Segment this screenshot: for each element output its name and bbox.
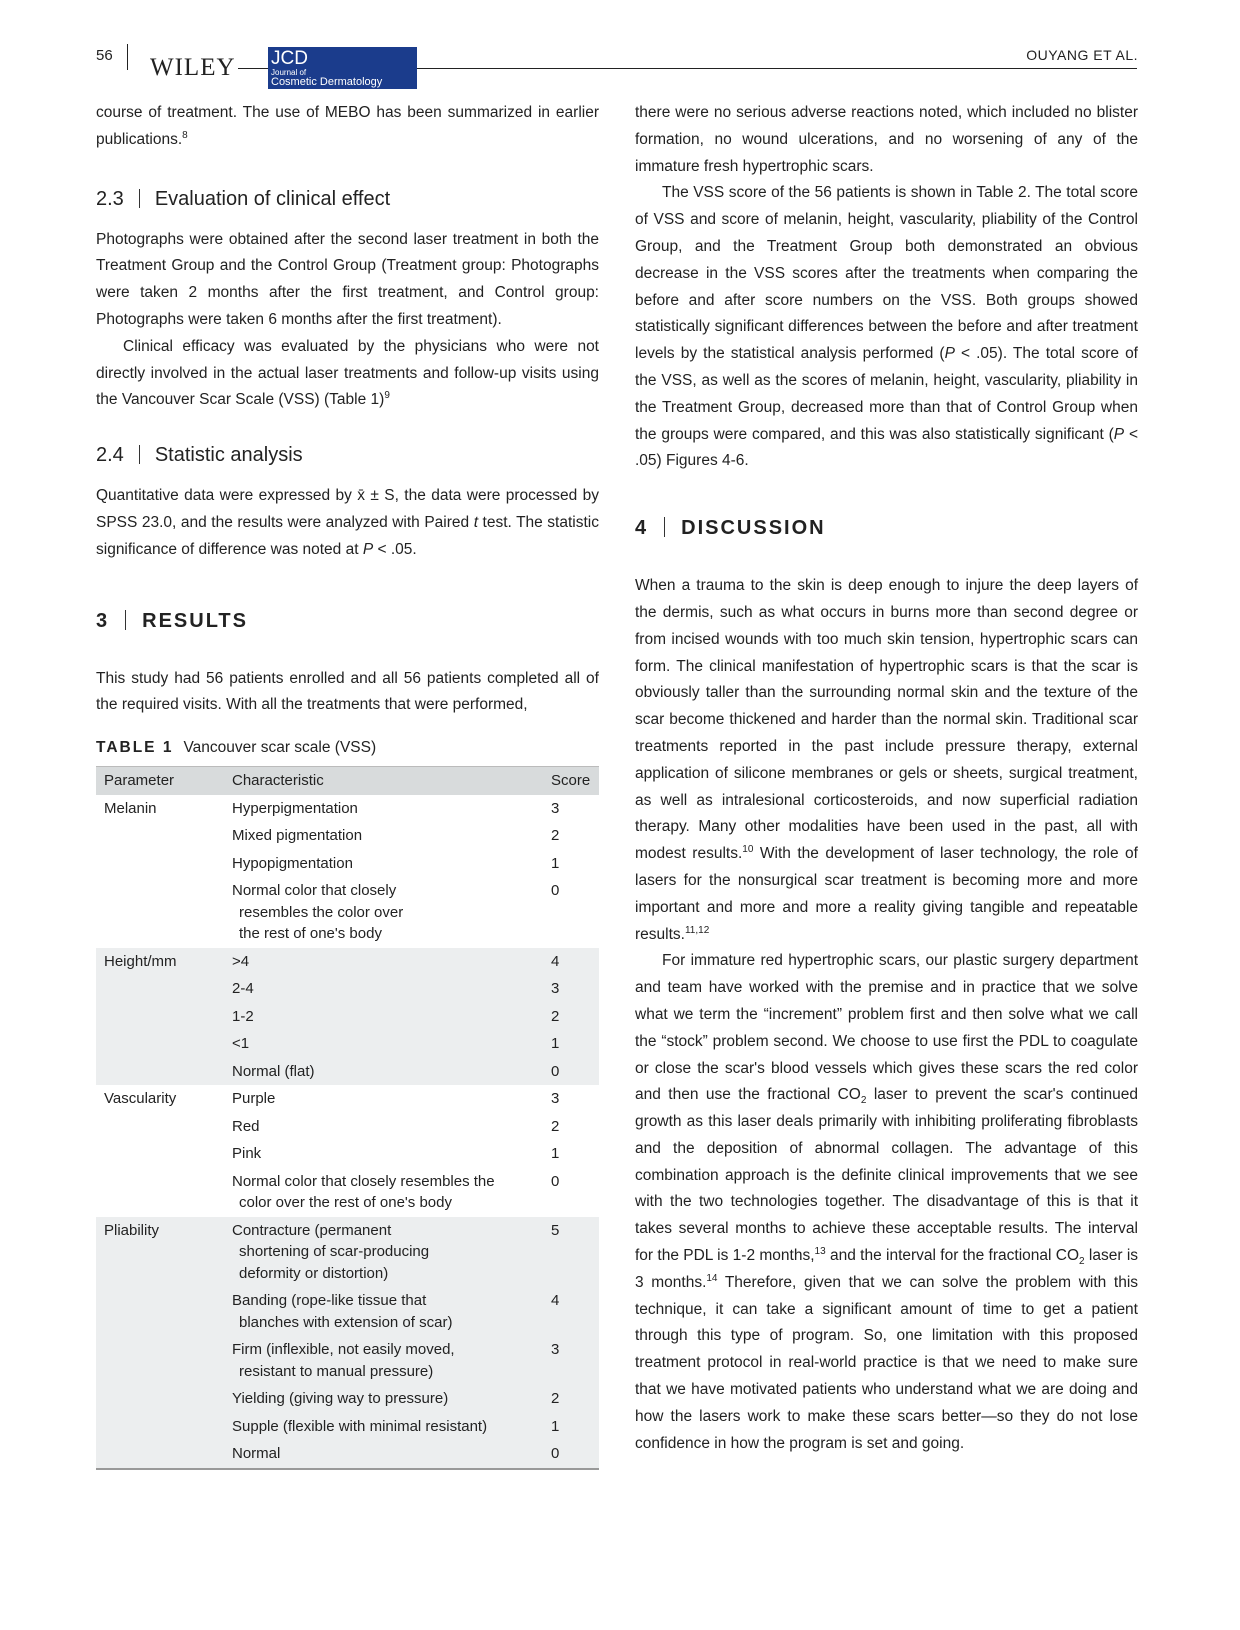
table-row bbox=[96, 1440, 599, 1469]
paragraph: Clinical efficacy was evaluated by the physicians who were not directly involved in the actual laser treatments and follow-up visits using the Vancouver Scar Scale (VSS) (Table 1)$^9$ bbox=[96, 337, 599, 409]
paragraph: For immature red hypertrophic scars, our plastic surgery department and team have worked with the premise and in practice that we solve what we term the “increment” problem first and then solve what we call the “stock” problem second. We choose to use first the PDL to coagulate or close the scar's blood vessels which gives these scars the red color and then use the fractional $CO_2$ laser to prevent the scar's continued growth as this laser deals primarily with inhibiting proliferating fibroblasts and the deposition of abnormal collagen. The advantage of this combination approach is the definite clinical improvements that we see with the two technologies together. The disadvantage of this is that it takes several months to achieve these acceptable results. The interval for the PDL is 1-2 months,$^{13}$ and the interval for the fractional $CO_2$ laser is 3 months.$^{14}$ Therefore, given that we can solve the problem with this technique, it can take a significant amount of time to get a patient through this type of program. So, one limitation with this proposed treatment protocol in real-world practice is that we need to make sure that we have motivated patients who understand what we are doing and how the lasers work to make these scars better—so they do not lose confidence in how the program is set and going. bbox=[635, 952, 1139, 1452]
parameter-cell bbox=[96, 1058, 224, 1086]
citation: 8 bbox=[182, 129, 188, 141]
characteristic-line: color over the rest of one's body bbox=[239, 1194, 452, 1212]
table-row bbox=[96, 822, 599, 850]
score-cell: 1 bbox=[549, 1030, 599, 1058]
table-row bbox=[96, 795, 599, 823]
characteristic-cell bbox=[224, 1113, 549, 1141]
score-cell: 3 bbox=[551, 1090, 560, 1108]
characteristic-line: Normal bbox=[232, 1445, 281, 1463]
parameter-cell: Melanin bbox=[104, 799, 157, 817]
header-divider bbox=[127, 44, 128, 70]
table-row bbox=[96, 1287, 599, 1336]
vss-table bbox=[96, 766, 599, 1470]
paragraph: there were no serious adverse reactions noted, which included no blister formation, no wound ulcerations, and no worsening of any of the immature fresh hypertrophic scars. bbox=[635, 104, 1138, 175]
table-row bbox=[96, 877, 599, 948]
parameter-cell bbox=[96, 1030, 224, 1058]
page-header bbox=[0, 0, 1240, 90]
characteristic-line: Hyperpigmentation bbox=[232, 799, 358, 817]
score-cell: 1 bbox=[551, 1145, 560, 1163]
table-row bbox=[96, 1413, 599, 1441]
paragraph: This study had 56 patients enrolled and all 56 patients completed all of the required visits. With all the treatments that were performed, bbox=[96, 669, 599, 714]
citation: 14 bbox=[706, 1272, 718, 1284]
parameter-cell bbox=[96, 850, 224, 878]
characteristic-line: blanches with extension of scar) bbox=[239, 1313, 453, 1331]
characteristic-line: shortening of scar-producing bbox=[239, 1243, 430, 1261]
score-cell: 0 bbox=[549, 1440, 599, 1469]
table-row bbox=[96, 1140, 599, 1168]
score-cell: 4 bbox=[549, 1287, 599, 1336]
score-cell: 1 bbox=[549, 1413, 599, 1441]
characteristic-line: 2-4 bbox=[232, 980, 254, 998]
characteristic-line: Normal color that closely resembles the bbox=[232, 1172, 495, 1190]
characteristic-line: Yielding (giving way to pressure) bbox=[232, 1390, 449, 1408]
left-column bbox=[96, 100, 599, 1470]
table-row bbox=[96, 1085, 599, 1113]
table-row bbox=[96, 1058, 599, 1086]
paragraph: The VSS score of the 56 patients is shown in Table 2. The total score of VSS and score of melanin, height, vascularity, pliability of the Control Group, and the Treatment Group both demonstrated an obvious decrease in the VSS scores after the treatments when comparing the before and after score numbers on the VSS. Both groups showed statistically significant differences between the before and after treatment levels by the statistical analysis performed (P < .05). The total score of the VSS, as well as the scores of melanin, height, vascularity, pliability in the Treatment Group, decreased more than that of Control Group when the groups were compared, and this was also statistically significant (P < .05) Figures 4-6. bbox=[635, 184, 1138, 470]
table-row bbox=[96, 1113, 599, 1141]
journal-name-line1: Journal of bbox=[271, 68, 307, 77]
characteristic-cell bbox=[224, 1217, 549, 1288]
characteristic-line: Purple bbox=[232, 1090, 276, 1108]
characteristic-line: Mixed pigmentation bbox=[232, 827, 363, 845]
parameter-cell bbox=[96, 877, 224, 948]
table-header-cell: Characteristic bbox=[224, 767, 549, 795]
characteristic-cell bbox=[224, 1287, 549, 1336]
table-row bbox=[96, 1168, 599, 1217]
characteristic-line: Pink bbox=[232, 1145, 262, 1163]
running-author: OUYANG ET AL. bbox=[1026, 47, 1138, 63]
parameter-cell bbox=[96, 1168, 224, 1217]
score-cell: 3 bbox=[549, 1336, 599, 1385]
parameter-cell: Pliability bbox=[96, 1217, 224, 1288]
score-cell: 0 bbox=[551, 1172, 560, 1190]
parameter-cell bbox=[96, 1287, 224, 1336]
characteristic-cell bbox=[224, 1030, 549, 1058]
parameter-cell bbox=[96, 1440, 224, 1469]
citation: 10 bbox=[742, 843, 754, 855]
journal-name-line2: Cosmetic Dermatology bbox=[271, 76, 383, 88]
score-cell: 5 bbox=[549, 1217, 599, 1288]
paragraph: course of treatment. The use of MEBO has been summarized in earlier publications.$^8$ bbox=[96, 104, 599, 148]
parameter-cell bbox=[96, 1385, 224, 1413]
characteristic-cell bbox=[224, 975, 549, 1003]
page-number: 56 bbox=[96, 47, 113, 64]
table-caption: TABLE 1 Vancouver scar scale (VSS) bbox=[96, 739, 377, 757]
characteristic-line: Banding (rope-like tissue that bbox=[232, 1292, 427, 1310]
characteristic-cell bbox=[224, 1168, 549, 1217]
citation: 13 bbox=[814, 1245, 826, 1257]
parameter-cell: Vascularity bbox=[104, 1090, 177, 1108]
characteristic-cell bbox=[224, 1003, 549, 1031]
section-heading: 2.3 Evaluation of clinical effect bbox=[96, 187, 391, 210]
paragraph: Photographs were obtained after the second laser treatment in both the Treatment Group and the Control Group (Treatment group: Photographs were taken 2 months after the first treatment, and Control group: Photographs were taken 6 months after the first treatment). bbox=[96, 230, 599, 328]
section-heading: 3 RESULTS bbox=[96, 609, 248, 632]
table-header-cell: Parameter bbox=[96, 767, 224, 795]
characteristic-line: Hypopigmentation bbox=[232, 854, 353, 872]
characteristic-line: Normal color that closely bbox=[232, 882, 397, 900]
parameter-cell bbox=[96, 1113, 224, 1141]
characteristic-line: deformity or distortion) bbox=[239, 1264, 389, 1282]
table-header-row bbox=[96, 767, 599, 795]
paragraph: Quantitative data were expressed by x̄ ± S, the data were processed by SPSS 23.0, and the results were analyzed with Paired t test. The statistic significance of difference was noted at P < .05. bbox=[96, 487, 600, 558]
characteristic-cell bbox=[224, 1336, 549, 1385]
characteristic-cell bbox=[224, 877, 549, 948]
characteristic-line: resistant to manual pressure) bbox=[239, 1362, 434, 1380]
table-row bbox=[96, 1336, 599, 1385]
citation: 11,12 bbox=[684, 924, 710, 936]
table-row bbox=[96, 1385, 599, 1413]
journal-logo bbox=[268, 47, 417, 89]
characteristic-line: <1 bbox=[232, 1035, 250, 1053]
characteristic-cell bbox=[224, 822, 549, 850]
parameter-cell bbox=[96, 1140, 224, 1168]
characteristic-line: Contracture (permanent bbox=[232, 1221, 392, 1239]
score-cell: 2 bbox=[551, 827, 560, 845]
parameter-cell: Height/mm bbox=[96, 948, 224, 976]
characteristic-line: Normal (flat) bbox=[232, 1062, 315, 1080]
score-cell: 2 bbox=[551, 1117, 560, 1135]
characteristic-cell bbox=[224, 1058, 549, 1086]
score-cell: 4 bbox=[549, 948, 599, 976]
score-cell: 2 bbox=[549, 1385, 599, 1413]
table-row bbox=[96, 1030, 599, 1058]
parameter-cell bbox=[96, 975, 224, 1003]
characteristic-cell bbox=[224, 850, 549, 878]
table-row bbox=[96, 1217, 599, 1288]
characteristic-cell bbox=[224, 1385, 549, 1413]
characteristic-cell bbox=[224, 1085, 549, 1113]
score-cell: 3 bbox=[549, 975, 599, 1003]
score-cell: 0 bbox=[551, 882, 560, 900]
table-row bbox=[96, 1003, 599, 1031]
parameter-cell bbox=[96, 1413, 224, 1441]
characteristic-cell bbox=[224, 1440, 549, 1469]
table-header-cell: Score bbox=[549, 767, 599, 795]
section-heading: 2.4 Statistic analysis bbox=[96, 444, 303, 467]
table-row bbox=[96, 948, 599, 976]
citation: 9 bbox=[384, 390, 390, 402]
section-heading: 4 DISCUSSION bbox=[635, 517, 826, 540]
right-column bbox=[635, 100, 1138, 1457]
score-cell: 1 bbox=[551, 854, 560, 872]
table-row bbox=[96, 975, 599, 1003]
paragraph: When a trauma to the skin is deep enough to injure the deep layers of the dermis, such as what occurs in burns more than second degree or from incised wounds with too much skin tension, hypertrophic scars can form. The clinical manifestation of hypertrophic scars is that the scar is obviously taller than the surrounding normal skin and the texture of the scar become thickened and harder than the normal skin. Traditional scar treatments reported in the past include pressure therapy, external application of silicone membranes or gels or sheets, surgical treatment, as well as intralesional corticosteroids, and now superficial radiation therapy. Many other modalities have been used in the past, all with modest results.$^{10}$ With the development of laser technology, the role of lasers for the nonsurgical scar treatment is becoming more and more important and more and more a reality giving tangible and repeatable results.$^{11,12}$ bbox=[635, 577, 1138, 943]
publisher-logo: WILEY bbox=[150, 54, 236, 81]
characteristic-line: resembles the color over bbox=[239, 903, 404, 921]
parameter-cell bbox=[96, 1003, 224, 1031]
characteristic-line: Firm (inflexible, not easily moved, bbox=[232, 1341, 455, 1359]
score-cell: 2 bbox=[549, 1003, 599, 1031]
journal-abbr: JCD bbox=[271, 48, 308, 69]
characteristic-line: >4 bbox=[232, 952, 250, 970]
characteristic-line: Supple (flexible with minimal resistant) bbox=[232, 1417, 488, 1435]
score-cell: 3 bbox=[551, 799, 560, 817]
characteristic-line: the rest of one's body bbox=[239, 925, 382, 943]
characteristic-cell bbox=[224, 1413, 549, 1441]
parameter-cell bbox=[96, 822, 224, 850]
table-row bbox=[96, 850, 599, 878]
characteristic-line: 1-2 bbox=[232, 1007, 254, 1025]
characteristic-cell bbox=[224, 1140, 549, 1168]
characteristic-cell bbox=[224, 795, 549, 823]
parameter-cell bbox=[96, 1336, 224, 1385]
characteristic-cell bbox=[224, 948, 549, 976]
score-cell: 0 bbox=[549, 1058, 599, 1086]
characteristic-line: Red bbox=[232, 1117, 260, 1135]
